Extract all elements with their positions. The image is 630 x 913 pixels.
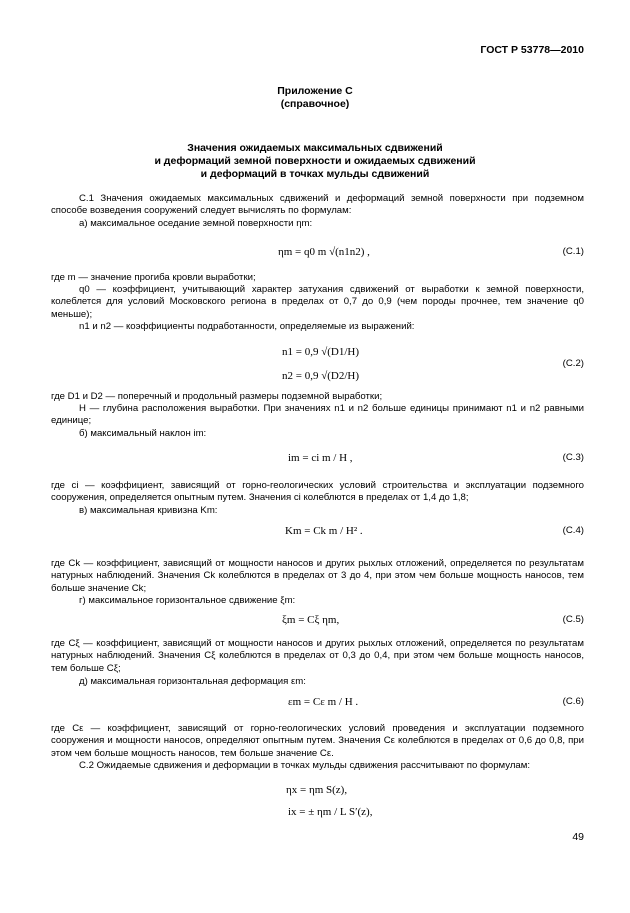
formula-c2a: n1 = 0,9 √(D1/H)	[282, 346, 360, 358]
definition-ceps: где Cε — коэффициент, зависящий от горно-геологических условий проведения и эксплуатации подземного сооружения и мощности наносов, определяют опытным путем. Значения Cε колеблются в пределах от 0,6 до 0,8, при этом чем больше мощность наносов, тем больше значение Cε.	[51, 723, 584, 759]
definition-ci: где ci — коэффициент, зависящий от горно-геологических условий строительства и эксплуатации подземного сооружения, определяется опытным путем. Значения ci колеблются в пределах от 1,4 до 1,8;	[51, 480, 584, 504]
document-header: ГОСТ Р 53778—2010	[480, 44, 584, 56]
item-d-label: д) максимальная горизонтальная деформация εm:	[79, 676, 306, 687]
item-b-label: б) максимальный наклон im:	[79, 428, 207, 439]
definition-h: H — глубина расположения выработки. При значениях n1 и n2 больше единицы принимают n1 и n2 равными единице;	[51, 403, 584, 427]
formula-c1: ηm = q0 m √(n1n2) ,	[278, 246, 370, 258]
formula-c2b: n2 = 0,9 √(D2/H)	[282, 370, 360, 382]
formula-c4: Km = Ck m / H² .	[285, 525, 363, 537]
section-title-line-2: и деформаций земной поверхности и ожидаемых сдвижений	[154, 155, 476, 167]
formula-number-c4: (С.4)	[562, 525, 584, 536]
appendix-subtitle: (справочное)	[280, 98, 350, 110]
formula-number-c3: (С.3)	[562, 452, 584, 463]
item-v-label: в) максимальная кривизна Km:	[79, 505, 218, 516]
definition-d: где D1 и D2 — поперечный и продольный размеры подземной выработки;	[51, 391, 383, 402]
formula-c5: ξm = Cξ ηm,	[282, 614, 340, 626]
formula-number-c1: (С.1)	[562, 246, 584, 257]
section-title-line-1: Значения ожидаемых максимальных сдвижений	[187, 142, 443, 154]
paragraph-c2-intro: С.2 Ожидаемые сдвижения и деформации в точках мульды сдвижения рассчитывают по формулам:	[79, 760, 531, 771]
item-a-label: а) максимальное оседание земной поверхности ηm:	[79, 218, 313, 229]
formula-number-c2: (С.2)	[562, 358, 584, 369]
definition-m: где m — значение прогиба кровли выработки;	[51, 272, 256, 283]
definition-n: n1 и n2 — коэффициенты подработанности, определяемые из выражений:	[79, 321, 415, 332]
paragraph-c1-intro: С.1 Значения ожидаемых максимальных сдвижений и деформаций земной поверхности при подземном способе возведения сооружений следует вычислять по формулам:	[51, 193, 584, 217]
formula-number-c5: (С.5)	[562, 614, 584, 625]
formula-c6: εm = Cε m / H .	[288, 696, 359, 708]
section-title-line-3: и деформаций в точках мульды сдвижений	[200, 168, 430, 180]
formula-c8: ix = ± ηm / L S′(z),	[288, 806, 373, 818]
page-number: 49	[572, 831, 584, 843]
appendix-title: Приложение С	[277, 85, 353, 97]
item-g-label: г) максимальное горизонтальное сдвижение ξm:	[79, 595, 296, 606]
definition-cxi: где Cξ — коэффициент, зависящий от мощности наносов и других рыхлых отложений, определяется по результатам натурных наблюдений. Значения Cξ колеблются в пределах от 0,3 до 0,4, при этом чем больше мощность наносов, тем больше Cξ;	[51, 638, 584, 674]
definition-q0: q0 — коэффициент, учитывающий характер затухания сдвижений от выработки к земной поверхности, колеблется для условий Московского региона в пределах от 0,7 до 0,9 (чем породы прочнее, тем значение q0 меньше);	[51, 284, 584, 320]
formula-c3: im = ci m / H ,	[288, 452, 353, 464]
definition-ck: где Ck — коэффициент, зависящий от мощности наносов и других рыхлых отложений, определяется по результатам натурных наблюдений. Значения Ck колеблются в пределах от 3 до 4, при этом чем больше мощность наносов, тем больше значение Ck;	[51, 558, 584, 594]
formula-c7: ηx = ηm S(z),	[286, 784, 348, 796]
formula-number-c6: (С.6)	[562, 696, 584, 707]
